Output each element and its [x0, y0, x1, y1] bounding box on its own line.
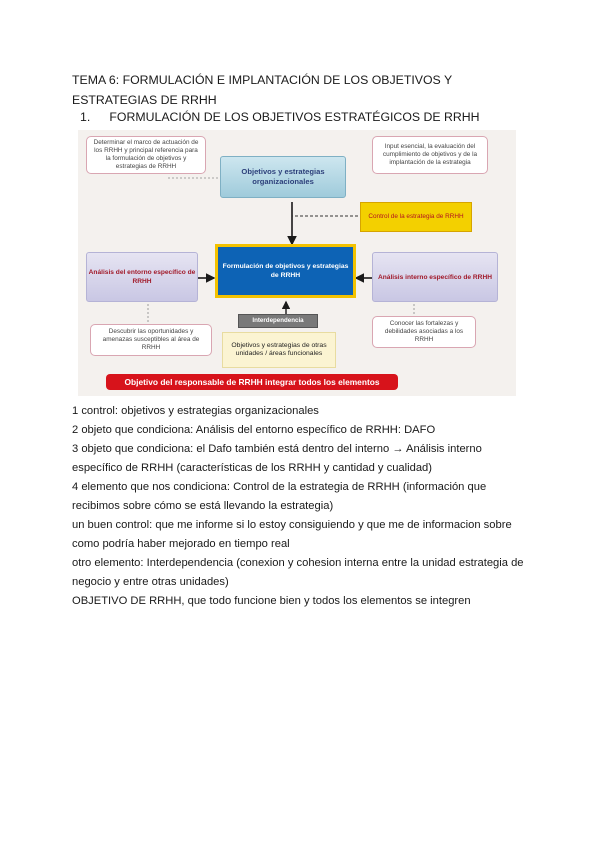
- section-heading: [80, 109, 480, 125]
- section-title: FORMULACIÓN DE LOS OBJETIVOS ESTRATÉGICOS DE RRHH: [109, 110, 480, 124]
- body-line: OBJETIVO DE RRHH, que todo funcione bien y todos los elementos se integren: [72, 595, 471, 607]
- body-line: otro elemento: Interdependencia (conexion y cohesion interna entre la unidad estrategia de negocio y entre otras unidades): [72, 557, 524, 588]
- document-title: TEMA 6: FORMULACIÓN E IMPLANTACIÓN DE LOS OBJETIVOS Y ESTRATEGIAS DE RRHH: [72, 73, 452, 107]
- interdependence-label: Interdependencia: [238, 314, 318, 328]
- objective-banner: Objetivo del responsable de RRHH integrar todos los elementos: [106, 374, 398, 390]
- note-bottom-right: Conocer las fortalezas y debilidades asociadas a los RRHH: [372, 316, 476, 348]
- internal-analysis-box: Análisis interno específico de RRHH: [372, 252, 498, 302]
- body-line: 1 control: objetivos y estrategias organizacionales: [72, 405, 319, 417]
- note-top-left: Determinar el marco de actuación de los RRHH y principal referencia para la formulación de objetivos y estrategias de RRHH: [86, 136, 206, 174]
- body-line: 4 elemento que nos condiciona: Control de la estrategia de RRHH (información que recibimos sobre cómo se está llevando la estrategia): [72, 481, 487, 512]
- body-line: 3 objeto que condiciona: el Dafo también está dentro del interno → Análisis interno específico de RRHH (características de los RRHH y cantidad y cualidad): [72, 443, 482, 474]
- note-top-right: Input esencial, la evaluación del cumplimiento de objetivos y de la implantación de la estrategia: [372, 136, 488, 174]
- section-number: 1.: [80, 110, 91, 124]
- objectives-box: Objetivos y estrategias organizacionales: [220, 156, 346, 198]
- central-box: Formulación de objetivos y estrategias de RRHH: [215, 244, 356, 298]
- body-text: [72, 402, 532, 611]
- body-line: 2 objeto que condiciona: Análisis del entorno específico de RRHH: DAFO: [72, 424, 436, 436]
- other-units-box: Objetivos y estrategias de otras unidades / áreas funcionales: [222, 332, 336, 368]
- body-line: un buen control: que me informe si lo estoy consiguiendo y que me de informacion sobre como podría haber mejorado en tiempo real: [72, 519, 512, 550]
- note-bottom-left: Descubrir las oportunidades y amenazas susceptibles al área de RRHH: [90, 324, 212, 356]
- strategy-diagram: [78, 130, 516, 396]
- external-analysis-box: Análisis del entorno específico de RRHH: [86, 252, 198, 302]
- control-box: Control de la estrategia de RRHH: [360, 202, 472, 232]
